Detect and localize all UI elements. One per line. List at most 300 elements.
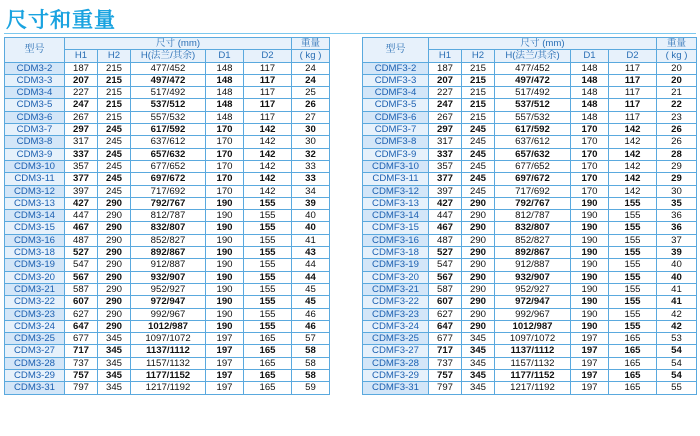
d1-cell: 197 (206, 382, 244, 394)
h1-cell: 567 (65, 271, 98, 283)
table-row (5, 87, 330, 99)
d2-cell: 155 (244, 320, 292, 332)
h-flange-cell: 537/512 (131, 99, 206, 111)
h1-cell: 527 (429, 247, 462, 259)
d2-cell: 165 (609, 357, 657, 369)
d1-cell: 197 (206, 333, 244, 345)
weight-cell: 45 (292, 283, 330, 295)
d2-cell: 165 (244, 333, 292, 345)
h2-cell: 290 (98, 308, 131, 320)
d2-cell: 142 (609, 173, 657, 185)
h1-cell: 797 (65, 382, 98, 394)
h1-cell: 267 (429, 111, 462, 123)
table-row (363, 197, 697, 209)
h1-cell: 527 (65, 247, 98, 259)
header-h2: H2 (98, 50, 131, 62)
model-cell: CDMF3-10 (363, 160, 429, 172)
d2-cell: 155 (244, 259, 292, 271)
header-d2: D2 (609, 50, 657, 62)
table-row (363, 173, 697, 185)
weight-cell: 30 (657, 185, 697, 197)
h2-cell: 345 (462, 357, 495, 369)
d2-cell: 155 (609, 296, 657, 308)
table-row (5, 197, 330, 209)
table-row (363, 283, 697, 295)
d1-cell: 148 (206, 111, 244, 123)
d2-cell: 155 (244, 222, 292, 234)
d2-cell: 117 (244, 99, 292, 111)
model-cell: CDMF3-28 (363, 357, 429, 369)
model-cell: CDMF3-22 (363, 296, 429, 308)
table-row (363, 136, 697, 148)
h1-cell: 447 (429, 210, 462, 222)
h2-cell: 290 (462, 234, 495, 246)
d1-cell: 170 (571, 173, 609, 185)
h-flange-cell: 497/472 (131, 74, 206, 86)
model-cell: CDMF3-29 (363, 370, 429, 382)
model-cell: CDM3-5 (5, 99, 65, 111)
d2-cell: 165 (609, 382, 657, 394)
d1-cell: 170 (206, 173, 244, 185)
h2-cell: 245 (98, 185, 131, 197)
d2-cell: 117 (244, 87, 292, 99)
weight-cell: 33 (292, 173, 330, 185)
h1-cell: 547 (429, 259, 462, 271)
d1-cell: 190 (206, 222, 244, 234)
h1-cell: 607 (65, 296, 98, 308)
h1-cell: 737 (65, 357, 98, 369)
d2-cell: 165 (244, 370, 292, 382)
d2-cell: 117 (609, 111, 657, 123)
h2-cell: 290 (98, 271, 131, 283)
model-cell: CDM3-10 (5, 160, 65, 172)
h1-cell: 717 (65, 345, 98, 357)
h1-cell: 737 (429, 357, 462, 369)
model-cell: CDM3-14 (5, 210, 65, 222)
model-cell: CDM3-4 (5, 87, 65, 99)
h2-cell: 215 (98, 87, 131, 99)
table-row (5, 222, 330, 234)
h2-cell: 215 (462, 111, 495, 123)
h1-cell: 487 (429, 234, 462, 246)
h1-cell: 357 (65, 160, 98, 172)
d2-cell: 142 (244, 124, 292, 136)
model-cell: CDMF3-8 (363, 136, 429, 148)
table-row (363, 210, 697, 222)
weight-cell: 54 (657, 370, 697, 382)
h1-cell: 487 (65, 234, 98, 246)
h1-cell: 607 (429, 296, 462, 308)
d2-cell: 155 (244, 283, 292, 295)
d2-cell: 155 (609, 234, 657, 246)
table-row (363, 222, 697, 234)
h-flange-cell: 1012/987 (131, 320, 206, 332)
h1-cell: 397 (65, 185, 98, 197)
d2-cell: 142 (244, 160, 292, 172)
h2-cell: 290 (98, 320, 131, 332)
d2-cell: 155 (609, 320, 657, 332)
h-flange-cell: 637/612 (131, 136, 206, 148)
d1-cell: 190 (206, 197, 244, 209)
table-row (363, 62, 697, 74)
d1-cell: 148 (571, 62, 609, 74)
weight-cell: 34 (292, 185, 330, 197)
header-weight-unit: ( kg ) (657, 50, 697, 62)
h2-cell: 245 (98, 173, 131, 185)
model-cell: CDMF3-18 (363, 247, 429, 259)
d2-cell: 142 (609, 160, 657, 172)
h-flange-cell: 1217/1192 (495, 382, 571, 394)
model-cell: CDMF3-15 (363, 222, 429, 234)
table-row (5, 345, 330, 357)
weight-cell: 24 (292, 62, 330, 74)
h2-cell: 290 (98, 296, 131, 308)
h2-cell: 290 (462, 222, 495, 234)
d1-cell: 190 (206, 296, 244, 308)
table-row (363, 160, 697, 172)
h1-cell: 207 (429, 74, 462, 86)
model-cell: CDMF3-2 (363, 62, 429, 74)
weight-cell: 29 (657, 160, 697, 172)
d1-cell: 190 (571, 259, 609, 271)
weight-cell: 20 (657, 74, 697, 86)
h1-cell: 627 (65, 308, 98, 320)
page-title: 尺寸和重量 (6, 8, 116, 32)
d1-cell: 190 (206, 320, 244, 332)
weight-cell: 20 (657, 62, 697, 74)
header-weight: 重量 (292, 38, 330, 50)
model-cell: CDM3-20 (5, 271, 65, 283)
h-flange-cell: 517/492 (495, 87, 571, 99)
h2-cell: 345 (462, 333, 495, 345)
h2-cell: 290 (462, 308, 495, 320)
table-row (5, 74, 330, 86)
h2-cell: 290 (98, 210, 131, 222)
model-cell: CDM3-22 (5, 296, 65, 308)
h-flange-cell: 617/592 (131, 124, 206, 136)
h-flange-cell: 657/632 (131, 148, 206, 160)
h2-cell: 290 (462, 283, 495, 295)
table-row (5, 210, 330, 222)
model-cell: CDMF3-25 (363, 333, 429, 345)
h1-cell: 337 (65, 148, 98, 160)
table-row (363, 74, 697, 86)
h-flange-cell: 477/452 (495, 62, 571, 74)
model-cell: CDM3-6 (5, 111, 65, 123)
weight-cell: 21 (657, 87, 697, 99)
h2-cell: 345 (462, 370, 495, 382)
h1-cell: 397 (429, 185, 462, 197)
table-row (5, 62, 330, 74)
d1-cell: 148 (571, 111, 609, 123)
weight-cell: 23 (657, 111, 697, 123)
d2-cell: 155 (244, 296, 292, 308)
d1-cell: 148 (206, 62, 244, 74)
model-cell: CDMF3-12 (363, 185, 429, 197)
table-row (363, 308, 697, 320)
d2-cell: 155 (609, 222, 657, 234)
model-cell: CDM3-28 (5, 357, 65, 369)
header-d1: D1 (206, 50, 244, 62)
h2-cell: 215 (462, 99, 495, 111)
weight-cell: 30 (292, 124, 330, 136)
model-cell: CDM3-12 (5, 185, 65, 197)
table-row (363, 296, 697, 308)
h2-cell: 215 (462, 87, 495, 99)
h2-cell: 345 (462, 382, 495, 394)
weight-cell: 40 (657, 259, 697, 271)
weight-cell: 40 (292, 222, 330, 234)
h-flange-cell: 912/887 (131, 259, 206, 271)
weight-cell: 44 (292, 271, 330, 283)
d2-cell: 142 (244, 136, 292, 148)
weight-cell: 58 (292, 357, 330, 369)
d2-cell: 117 (244, 62, 292, 74)
h-flange-cell: 852/827 (495, 234, 571, 246)
d1-cell: 190 (206, 271, 244, 283)
h2-cell: 345 (98, 370, 131, 382)
table-row (363, 333, 697, 345)
h2-cell: 290 (462, 296, 495, 308)
h1-cell: 627 (429, 308, 462, 320)
model-cell: CDMF3-13 (363, 197, 429, 209)
table-row (5, 136, 330, 148)
d1-cell: 197 (571, 370, 609, 382)
weight-cell: 44 (292, 259, 330, 271)
d2-cell: 142 (609, 124, 657, 136)
h-flange-cell: 1012/987 (495, 320, 571, 332)
table-row (5, 173, 330, 185)
h1-cell: 427 (65, 197, 98, 209)
model-cell: CDM3-16 (5, 234, 65, 246)
h2-cell: 290 (462, 259, 495, 271)
h-flange-cell: 697/672 (131, 173, 206, 185)
h1-cell: 647 (65, 320, 98, 332)
d1-cell: 197 (571, 382, 609, 394)
h1-cell: 677 (429, 333, 462, 345)
weight-cell: 22 (657, 99, 697, 111)
d2-cell: 117 (609, 62, 657, 74)
d1-cell: 170 (206, 160, 244, 172)
weight-cell: 40 (657, 271, 697, 283)
h2-cell: 345 (462, 345, 495, 357)
d2-cell: 165 (244, 345, 292, 357)
model-cell: CDMF3-24 (363, 320, 429, 332)
d2-cell: 142 (609, 185, 657, 197)
weight-cell: 27 (292, 111, 330, 123)
d1-cell: 148 (571, 87, 609, 99)
table-row (5, 259, 330, 271)
table-body (5, 62, 330, 394)
model-cell: CDMF3-4 (363, 87, 429, 99)
table-row (363, 99, 697, 111)
d1-cell: 190 (571, 234, 609, 246)
h2-cell: 290 (98, 222, 131, 234)
h1-cell: 547 (65, 259, 98, 271)
h2-cell: 215 (98, 74, 131, 86)
d2-cell: 155 (244, 197, 292, 209)
d2-cell: 155 (609, 259, 657, 271)
h1-cell: 467 (65, 222, 98, 234)
h-flange-cell: 697/672 (495, 173, 571, 185)
d1-cell: 190 (571, 283, 609, 295)
h2-cell: 290 (462, 320, 495, 332)
h-flange-cell: 992/967 (131, 308, 206, 320)
d1-cell: 170 (571, 185, 609, 197)
weight-cell: 46 (292, 308, 330, 320)
d2-cell: 142 (244, 173, 292, 185)
model-cell: CDMF3-14 (363, 210, 429, 222)
d2-cell: 142 (609, 148, 657, 160)
h1-cell: 317 (65, 136, 98, 148)
h-flange-cell: 657/632 (495, 148, 571, 160)
weight-cell: 30 (292, 136, 330, 148)
h-flange-cell: 717/692 (495, 185, 571, 197)
d1-cell: 197 (206, 370, 244, 382)
table-row (363, 271, 697, 283)
model-cell: CDM3-7 (5, 124, 65, 136)
header-d2: D2 (244, 50, 292, 62)
h-flange-cell: 912/887 (495, 259, 571, 271)
weight-cell: 32 (292, 148, 330, 160)
h1-cell: 337 (429, 148, 462, 160)
weight-cell: 24 (292, 74, 330, 86)
table-row (363, 345, 697, 357)
table-row (5, 370, 330, 382)
table-row (5, 271, 330, 283)
h-flange-cell: 1157/1132 (131, 357, 206, 369)
d1-cell: 170 (206, 136, 244, 148)
d2-cell: 165 (609, 370, 657, 382)
table-row (5, 357, 330, 369)
weight-cell: 41 (292, 234, 330, 246)
weight-cell: 36 (657, 210, 697, 222)
d2-cell: 155 (609, 210, 657, 222)
d1-cell: 190 (571, 308, 609, 320)
h1-cell: 357 (429, 160, 462, 172)
d2-cell: 117 (244, 111, 292, 123)
header-size-group: 尺寸 (mm) (65, 38, 292, 50)
header-model: 型号 (363, 38, 429, 63)
h-flange-cell: 892/867 (131, 247, 206, 259)
table-row (363, 259, 697, 271)
h2-cell: 215 (462, 62, 495, 74)
weight-cell: 39 (292, 197, 330, 209)
weight-cell: 41 (657, 283, 697, 295)
d2-cell: 155 (609, 308, 657, 320)
table-row (5, 148, 330, 160)
d1-cell: 197 (571, 333, 609, 345)
weight-cell: 43 (292, 247, 330, 259)
d1-cell: 148 (571, 74, 609, 86)
h-flange-cell: 617/592 (495, 124, 571, 136)
weight-cell: 54 (657, 345, 697, 357)
d1-cell: 170 (571, 124, 609, 136)
h2-cell: 345 (98, 333, 131, 345)
weight-cell: 45 (292, 296, 330, 308)
table-row (5, 124, 330, 136)
h-flange-cell: 557/532 (131, 111, 206, 123)
d2-cell: 155 (609, 271, 657, 283)
d2-cell: 155 (609, 197, 657, 209)
d2-cell: 155 (244, 271, 292, 283)
h1-cell: 587 (429, 283, 462, 295)
model-cell: CDMF3-20 (363, 271, 429, 283)
h2-cell: 290 (462, 210, 495, 222)
h1-cell: 227 (65, 87, 98, 99)
d1-cell: 190 (206, 210, 244, 222)
table-row (363, 148, 697, 160)
h1-cell: 797 (429, 382, 462, 394)
model-cell: CDMF3-21 (363, 283, 429, 295)
model-cell: CDM3-18 (5, 247, 65, 259)
table-row (363, 382, 697, 394)
model-cell: CDM3-13 (5, 197, 65, 209)
d2-cell: 117 (244, 74, 292, 86)
model-cell: CDM3-21 (5, 283, 65, 295)
table-row (363, 247, 697, 259)
title-divider (4, 33, 696, 34)
h-flange-cell: 832/807 (131, 222, 206, 234)
h2-cell: 245 (462, 160, 495, 172)
model-cell: CDMF3-3 (363, 74, 429, 86)
table-row (363, 124, 697, 136)
h-flange-cell: 677/652 (131, 160, 206, 172)
header-h1: H1 (65, 50, 98, 62)
d2-cell: 155 (244, 210, 292, 222)
model-cell: CDMF3-16 (363, 234, 429, 246)
model-cell: CDM3-11 (5, 173, 65, 185)
d1-cell: 190 (206, 234, 244, 246)
d1-cell: 190 (206, 308, 244, 320)
header-size-group: 尺寸 (mm) (429, 38, 657, 50)
d1-cell: 148 (206, 87, 244, 99)
header-h2: H2 (462, 50, 495, 62)
header-h-flange: H(法兰/其余) (495, 50, 571, 62)
table-row (363, 357, 697, 369)
d1-cell: 190 (571, 320, 609, 332)
weight-cell: 25 (292, 87, 330, 99)
d1-cell: 190 (206, 283, 244, 295)
d1-cell: 190 (571, 222, 609, 234)
h1-cell: 377 (65, 173, 98, 185)
table-row (363, 111, 697, 123)
d1-cell: 190 (206, 247, 244, 259)
h1-cell: 227 (429, 87, 462, 99)
d1-cell: 197 (206, 357, 244, 369)
table-row (363, 320, 697, 332)
h2-cell: 345 (98, 345, 131, 357)
h-flange-cell: 537/512 (495, 99, 571, 111)
h2-cell: 245 (98, 136, 131, 148)
h-flange-cell: 677/652 (495, 160, 571, 172)
weight-cell: 35 (657, 197, 697, 209)
d2-cell: 155 (244, 234, 292, 246)
model-cell: CDMF3-23 (363, 308, 429, 320)
header-h1: H1 (429, 50, 462, 62)
h-flange-cell: 792/767 (495, 197, 571, 209)
d1-cell: 148 (206, 99, 244, 111)
d2-cell: 165 (244, 357, 292, 369)
weight-cell: 26 (657, 124, 697, 136)
weight-cell: 58 (292, 345, 330, 357)
d1-cell: 190 (571, 197, 609, 209)
h2-cell: 290 (462, 271, 495, 283)
h-flange-cell: 932/907 (495, 271, 571, 283)
d1-cell: 170 (206, 185, 244, 197)
table-row (5, 185, 330, 197)
table-row (5, 382, 330, 394)
